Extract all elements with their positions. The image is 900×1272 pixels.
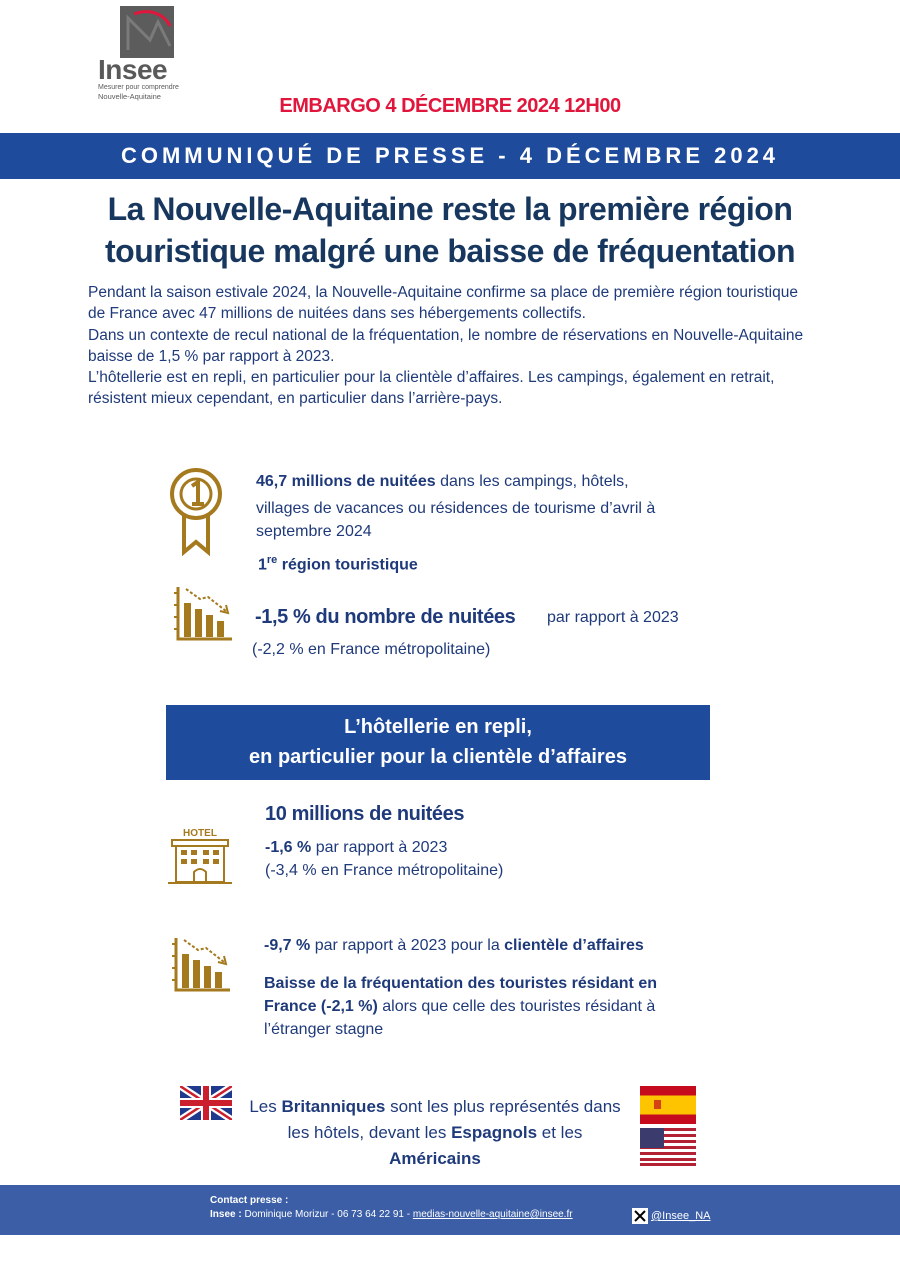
residents-rest: alors que celle des touristes résidant à l’étranger stagne xyxy=(264,998,656,1038)
uk-flag-icon xyxy=(180,1086,232,1125)
residents-text xyxy=(264,972,704,1041)
hotel-change-sub: (-3,4 % en France métropolitaine) xyxy=(265,862,504,879)
hotel-change-bold: -1,6 % xyxy=(265,839,312,856)
logo-region: Nouvelle-Aquitaine xyxy=(98,92,161,101)
hotel-sign: HOTEL xyxy=(183,828,217,839)
stat-change-bold: -1,5 % du nombre de nuitées xyxy=(255,606,516,628)
logo-wordmark: Insee xyxy=(98,54,168,85)
section-line-1: L’hôtellerie en repli, xyxy=(344,716,532,738)
business-change-mid: par rapport à 2023 pour la xyxy=(310,937,505,954)
business-change-bold: -9,7 % xyxy=(264,937,311,954)
stat-change-sub: (-2,2 % en France métropolitaine) xyxy=(252,641,491,658)
declining-chart-icon-2 xyxy=(172,936,232,999)
press-email-link[interactable]: medias-nouvelle-aquitaine@insee.fr xyxy=(412,1209,573,1220)
hotel-nights: 10 millions de nuitées xyxy=(265,803,465,825)
footer-contact-text: Dominique Morizur - 06 73 64 22 91 - xyxy=(241,1209,413,1220)
title-line-2: touristique malgré une baisse de fréquentation xyxy=(104,233,795,269)
section-line-2: en particulier pour la clientèle d’affaires xyxy=(249,746,627,768)
residents-bold: Baisse de la fréquentation des touristes résidant en France (-2,1 %) xyxy=(264,975,657,1015)
medal-icon xyxy=(168,466,224,561)
origins-t3: et les xyxy=(537,1123,583,1142)
business-clientele: clientèle d’affaires xyxy=(504,937,644,954)
rank-suffix: re xyxy=(266,554,278,566)
origins-text xyxy=(240,1094,630,1172)
hotel-icon xyxy=(168,826,232,891)
declining-chart-icon xyxy=(174,585,234,648)
origins-americains: Américains xyxy=(389,1149,481,1168)
logo-tagline: Mesurer pour comprendre xyxy=(98,84,179,91)
rank-number: 1 xyxy=(258,556,267,574)
intro-paragraph-1: Pendant la saison estivale 2024, la Nouvelle-Aquitaine confirme sa place de première région touristique de France avec 47 millions de nuitées dans ses hébergements collectifs. xyxy=(88,284,798,323)
origins-t1: Les xyxy=(249,1097,282,1116)
stat-nights-line3: septembre 2024 xyxy=(256,523,372,540)
press-release-band: COMMUNIQUÉ DE PRESSE - 4 DÉCEMBRE 2024 xyxy=(0,133,900,179)
intro-paragraph-3: L’hôtellerie est en repli, en particulier pour la clientèle d’affaires. Les campings, également en retrait, résistent mieux cependant, en particulier dans l’arrière-pays. xyxy=(88,369,775,408)
rank-label xyxy=(258,548,418,577)
hotel-section-band xyxy=(166,705,710,780)
x-icon xyxy=(632,1208,648,1224)
stat-nights-line2: villages de vacances ou résidences de tourisme d’avril à xyxy=(256,500,656,517)
embargo-notice: EMBARGO 4 DÉCEMBRE 2024 12H00 xyxy=(279,95,621,117)
stat-nights-rest: dans les campings, hôtels, xyxy=(435,473,629,490)
stat-change-rest: par rapport à 2023 xyxy=(547,609,679,626)
business-change xyxy=(264,934,644,958)
spain-flag-icon xyxy=(640,1086,696,1129)
insee-logo-mark xyxy=(120,6,174,58)
origins-t2: sont les plus représentés dans les hôtels, devant les xyxy=(287,1097,621,1142)
hotel-change xyxy=(265,836,447,860)
footer-insee-label: Insee : xyxy=(210,1209,242,1220)
stat-nights-total xyxy=(256,468,716,545)
title-line-1: La Nouvelle-Aquitaine reste la première région xyxy=(107,191,793,227)
social-handle[interactable]: @Insee_NA xyxy=(651,1210,711,1222)
hotel-change-rest: par rapport à 2023 xyxy=(311,839,448,856)
intro-text xyxy=(88,282,808,410)
footer-contact xyxy=(210,1209,573,1220)
usa-flag-icon xyxy=(640,1128,696,1171)
rank-text: région touristique xyxy=(277,556,418,574)
origins-britanniques: Britanniques xyxy=(281,1097,386,1116)
stat-nights-bold: 46,7 millions de nuitées xyxy=(256,473,436,490)
footer-contact-label: Contact presse : xyxy=(210,1195,289,1206)
page-title xyxy=(40,188,860,272)
origins-espagnols: Espagnols xyxy=(451,1123,538,1142)
intro-paragraph-2: Dans un contexte de recul national de la fréquentation, le nombre de réservations en Nouvelle-Aquitaine baisse de 1,5 % par rapport à 2023. xyxy=(88,326,804,365)
social-link[interactable] xyxy=(632,1208,710,1224)
